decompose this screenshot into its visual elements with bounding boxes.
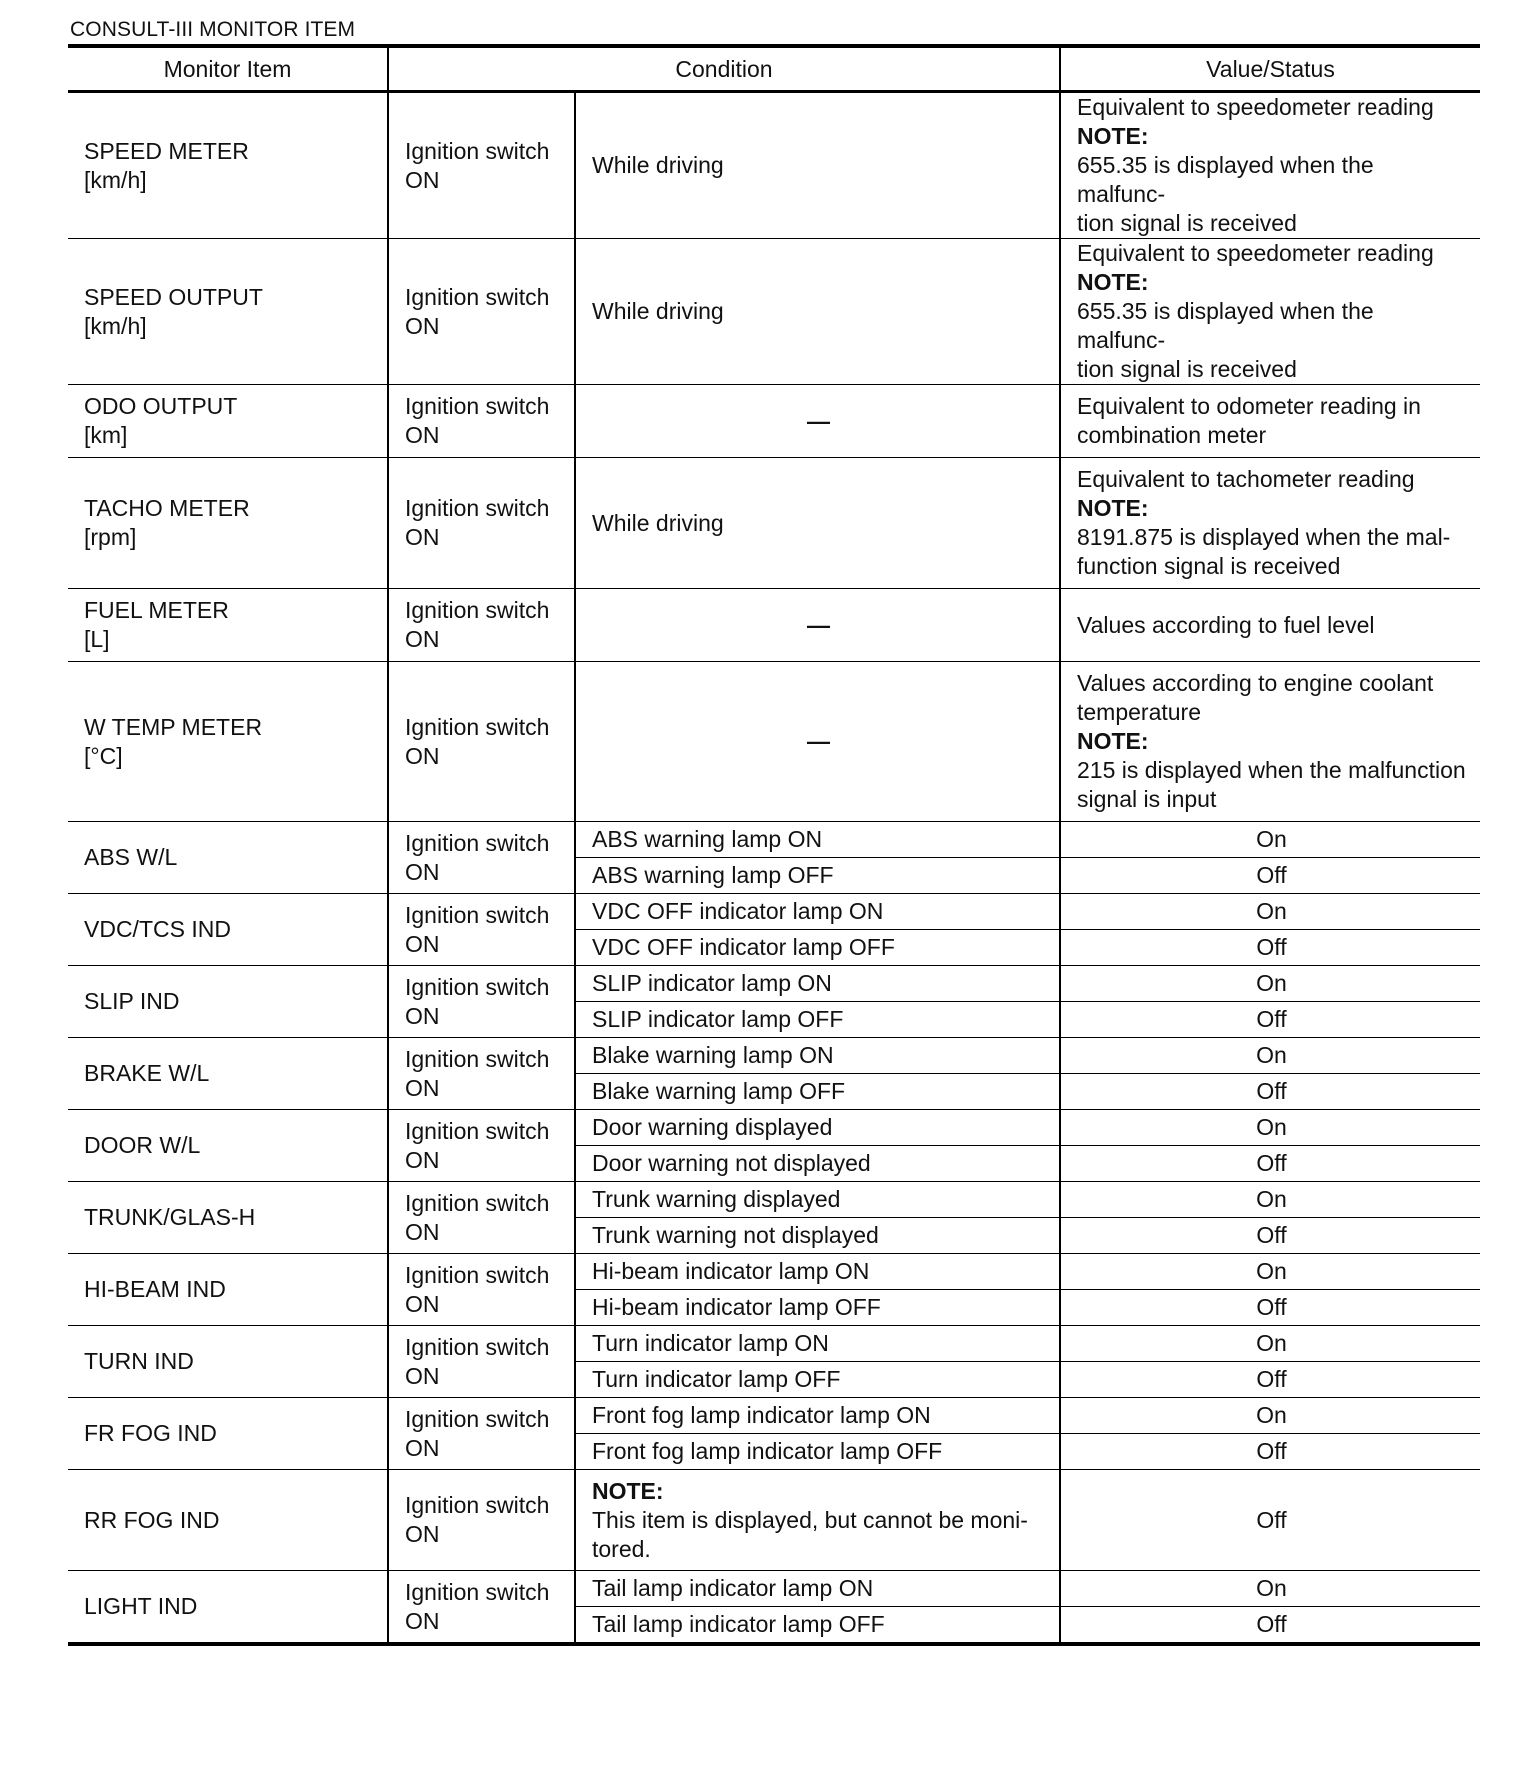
condition-cell: ABS warning lamp OFF — [575, 858, 1060, 894]
value-cell: Off — [1060, 1218, 1480, 1254]
value-cell: Equivalent to speedometer reading NOTE: 655.35 is displayed when the malfunc- tion signal is received — [1060, 92, 1480, 239]
ignition-cell: Ignition switch ON — [388, 966, 575, 1038]
monitor-item-table-container — [68, 44, 1480, 1646]
value-cell: Off — [1060, 1607, 1480, 1645]
monitor-item-cell: ABS W/L — [68, 822, 388, 894]
condition-cell: Trunk warning not displayed — [575, 1218, 1060, 1254]
ignition-cell: Ignition switch ON — [388, 1254, 575, 1326]
value-cell: Off — [1060, 858, 1480, 894]
table-header-row — [68, 46, 1480, 92]
value-cell: Values according to engine coolant temperature NOTE: 215 is displayed when the malfunction signal is input — [1060, 662, 1480, 822]
table-row — [68, 894, 1480, 930]
condition-cell: While driving — [575, 458, 1060, 589]
monitor-item-cell: HI-BEAM IND — [68, 1254, 388, 1326]
condition-cell: — — [575, 589, 1060, 662]
value-cell: Off — [1060, 930, 1480, 966]
table-row — [68, 385, 1480, 458]
table-row — [68, 1470, 1480, 1571]
monitor-item-cell: RR FOG IND — [68, 1470, 388, 1571]
condition-cell: Tail lamp indicator lamp OFF — [575, 1607, 1060, 1645]
value-cell: Off — [1060, 1362, 1480, 1398]
table-body — [68, 92, 1480, 1645]
value-cell: On — [1060, 1398, 1480, 1434]
monitor-item-cell: SPEED OUTPUT [km/h] — [68, 239, 388, 385]
header-condition: Condition — [388, 46, 1060, 92]
value-cell: Off — [1060, 1002, 1480, 1038]
value-cell: Off — [1060, 1290, 1480, 1326]
value-cell: Off — [1060, 1434, 1480, 1470]
value-cell: Values according to fuel level — [1060, 589, 1480, 662]
condition-cell: Tail lamp indicator lamp ON — [575, 1571, 1060, 1607]
table-row — [68, 662, 1480, 822]
monitor-item-cell: VDC/TCS IND — [68, 894, 388, 966]
monitor-item-cell: FUEL METER [L] — [68, 589, 388, 662]
condition-cell: While driving — [575, 92, 1060, 239]
condition-cell: Turn indicator lamp ON — [575, 1326, 1060, 1362]
value-cell: On — [1060, 1038, 1480, 1074]
monitor-item-cell: TURN IND — [68, 1326, 388, 1398]
condition-cell: — — [575, 385, 1060, 458]
value-cell: On — [1060, 966, 1480, 1002]
condition-cell: — — [575, 662, 1060, 822]
condition-cell: NOTE: This item is displayed, but cannot be moni- tored. — [575, 1470, 1060, 1571]
ignition-cell: Ignition switch ON — [388, 1326, 575, 1398]
condition-cell: Blake warning lamp ON — [575, 1038, 1060, 1074]
condition-cell: ABS warning lamp ON — [575, 822, 1060, 858]
ignition-cell: Ignition switch ON — [388, 1038, 575, 1110]
table-row — [68, 1110, 1480, 1146]
table-row — [68, 822, 1480, 858]
ignition-cell: Ignition switch ON — [388, 1398, 575, 1470]
ignition-cell: Ignition switch ON — [388, 1182, 575, 1254]
monitor-item-table — [68, 44, 1480, 1646]
table-row — [68, 239, 1480, 385]
condition-cell: Door warning displayed — [575, 1110, 1060, 1146]
value-cell: On — [1060, 1326, 1480, 1362]
ignition-cell: Ignition switch ON — [388, 894, 575, 966]
value-cell: Off — [1060, 1146, 1480, 1182]
value-cell: On — [1060, 894, 1480, 930]
condition-cell: SLIP indicator lamp OFF — [575, 1002, 1060, 1038]
value-cell: Off — [1060, 1470, 1480, 1571]
condition-cell: While driving — [575, 239, 1060, 385]
header-monitor-item: Monitor Item — [68, 46, 388, 92]
monitor-item-cell: TRUNK/GLAS-H — [68, 1182, 388, 1254]
table-row — [68, 966, 1480, 1002]
table-row — [68, 92, 1480, 239]
ignition-cell: Ignition switch ON — [388, 1110, 575, 1182]
value-cell: On — [1060, 1110, 1480, 1146]
condition-cell: Front fog lamp indicator lamp ON — [575, 1398, 1060, 1434]
table-row — [68, 1182, 1480, 1218]
note-label: NOTE: — [1077, 495, 1149, 521]
note-label: NOTE: — [592, 1477, 664, 1504]
monitor-item-cell: FR FOG IND — [68, 1398, 388, 1470]
value-cell: Equivalent to tachometer reading NOTE: 8191.875 is displayed when the mal- function signal is received — [1060, 458, 1480, 589]
condition-cell: Hi-beam indicator lamp ON — [575, 1254, 1060, 1290]
value-cell: On — [1060, 1571, 1480, 1607]
ignition-cell: Ignition switch ON — [388, 822, 575, 894]
condition-cell: Door warning not displayed — [575, 1146, 1060, 1182]
monitor-item-cell: SLIP IND — [68, 966, 388, 1038]
ignition-cell: Ignition switch ON — [388, 1571, 575, 1645]
ignition-cell: Ignition switch ON — [388, 239, 575, 385]
note-label: NOTE: — [1077, 123, 1149, 149]
monitor-item-cell: ODO OUTPUT [km] — [68, 385, 388, 458]
monitor-item-cell: SPEED METER [km/h] — [68, 92, 388, 239]
ignition-cell: Ignition switch ON — [388, 662, 575, 822]
ignition-cell: Ignition switch ON — [388, 589, 575, 662]
condition-cell: Trunk warning displayed — [575, 1182, 1060, 1218]
table-row — [68, 1326, 1480, 1362]
condition-cell: Blake warning lamp OFF — [575, 1074, 1060, 1110]
monitor-item-cell: BRAKE W/L — [68, 1038, 388, 1110]
header-value-status: Value/Status — [1060, 46, 1480, 92]
table-row — [68, 458, 1480, 589]
note-label: NOTE: — [1077, 728, 1149, 754]
value-cell: Equivalent to odometer reading in combination meter — [1060, 385, 1480, 458]
table-row — [68, 1398, 1480, 1434]
table-row — [68, 589, 1480, 662]
ignition-cell: Ignition switch ON — [388, 458, 575, 589]
monitor-item-cell: LIGHT IND — [68, 1571, 388, 1645]
value-cell: Off — [1060, 1074, 1480, 1110]
ignition-cell: Ignition switch ON — [388, 1470, 575, 1571]
value-cell: On — [1060, 1182, 1480, 1218]
condition-cell: SLIP indicator lamp ON — [575, 966, 1060, 1002]
value-cell: Equivalent to speedometer reading NOTE: 655.35 is displayed when the malfunc- tion signal is received — [1060, 239, 1480, 385]
condition-cell: VDC OFF indicator lamp OFF — [575, 930, 1060, 966]
note-label: NOTE: — [1077, 269, 1149, 295]
condition-cell: VDC OFF indicator lamp ON — [575, 894, 1060, 930]
table-caption: CONSULT-III MONITOR ITEM — [70, 18, 356, 41]
ignition-cell: Ignition switch ON — [388, 385, 575, 458]
table-row — [68, 1038, 1480, 1074]
monitor-item-cell: W TEMP METER [°C] — [68, 662, 388, 822]
monitor-item-cell: DOOR W/L — [68, 1110, 388, 1182]
value-cell: On — [1060, 1254, 1480, 1290]
value-cell: On — [1060, 822, 1480, 858]
condition-cell: Front fog lamp indicator lamp OFF — [575, 1434, 1060, 1470]
table-row — [68, 1254, 1480, 1290]
condition-cell: Hi-beam indicator lamp OFF — [575, 1290, 1060, 1326]
table-row — [68, 1571, 1480, 1607]
ignition-cell: Ignition switch ON — [388, 92, 575, 239]
condition-cell: Turn indicator lamp OFF — [575, 1362, 1060, 1398]
monitor-item-cell: TACHO METER [rpm] — [68, 458, 388, 589]
